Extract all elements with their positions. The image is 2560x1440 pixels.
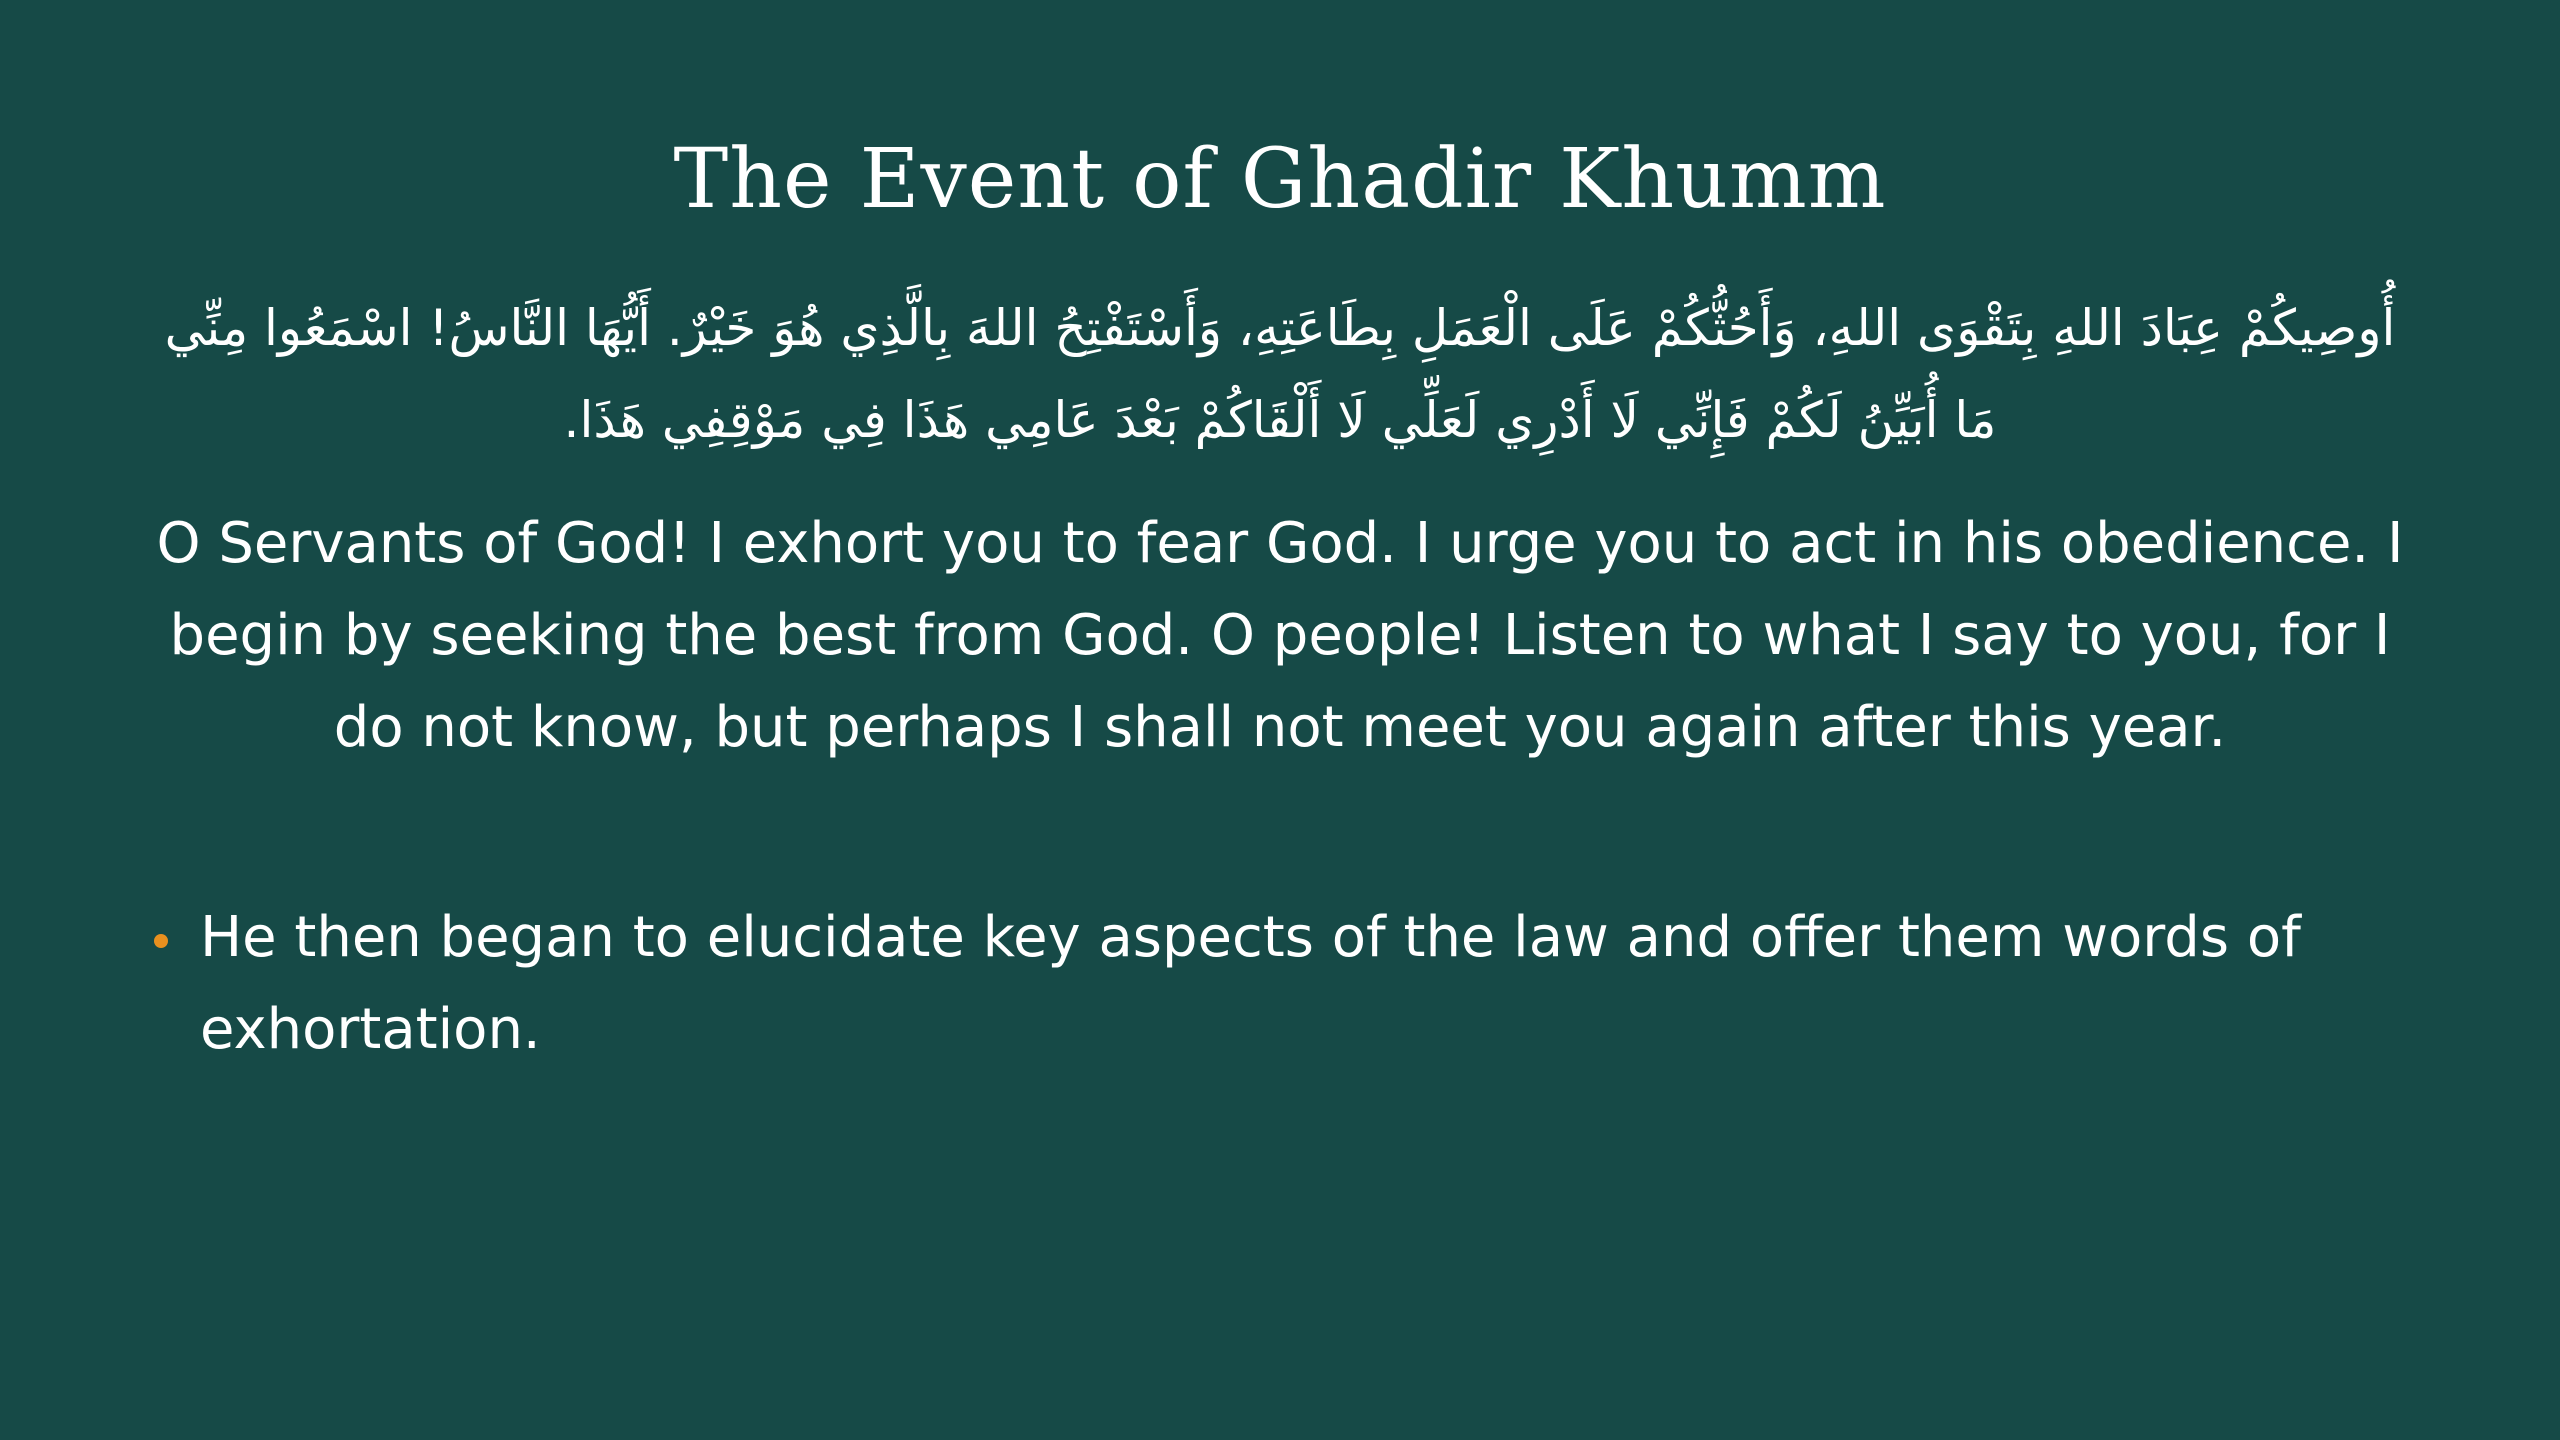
bullet-item (150, 892, 2410, 1076)
arabic-quote: أُوصِيكُمْ عِبَادَ اللهِ بِتَقْوَى اللهِ، وَأَحُثُّكُمْ عَلَى الْعَمَلِ بِطَاعَتِهِ، وَأَسْتَفْتِحُ اللهَ بِالَّذِي هُوَ خَيْرٌ. أَيُّهَا النَّاسُ! اسْمَعُوا مِنِّي مَا أُبَيِّنُ لَكُمْ فَإِنِّي لَا أَدْرِي لَعَلِّي لَا أَلْقَاكُمْ بَعْدَ عَامِي هَذَا فِي مَوْقِفِي هَذَا. (164, 299, 2396, 449)
bullet-list (150, 892, 2410, 1076)
bullet-dot-icon (154, 934, 168, 948)
english-translation: O Servants of God! I exhort you to fear God. I urge you to act in his obedience. I begin by seeking the best from God. O people! Listen to what I say to you, for I do not know, but perhaps I shall not meet you again after this year. (156, 511, 2404, 760)
slide-title: The Event of Ghadir Khumm (673, 132, 1887, 227)
bullet-text: He then began to elucidate key aspects of the law and offer them words of exhortation. (200, 905, 2301, 1062)
